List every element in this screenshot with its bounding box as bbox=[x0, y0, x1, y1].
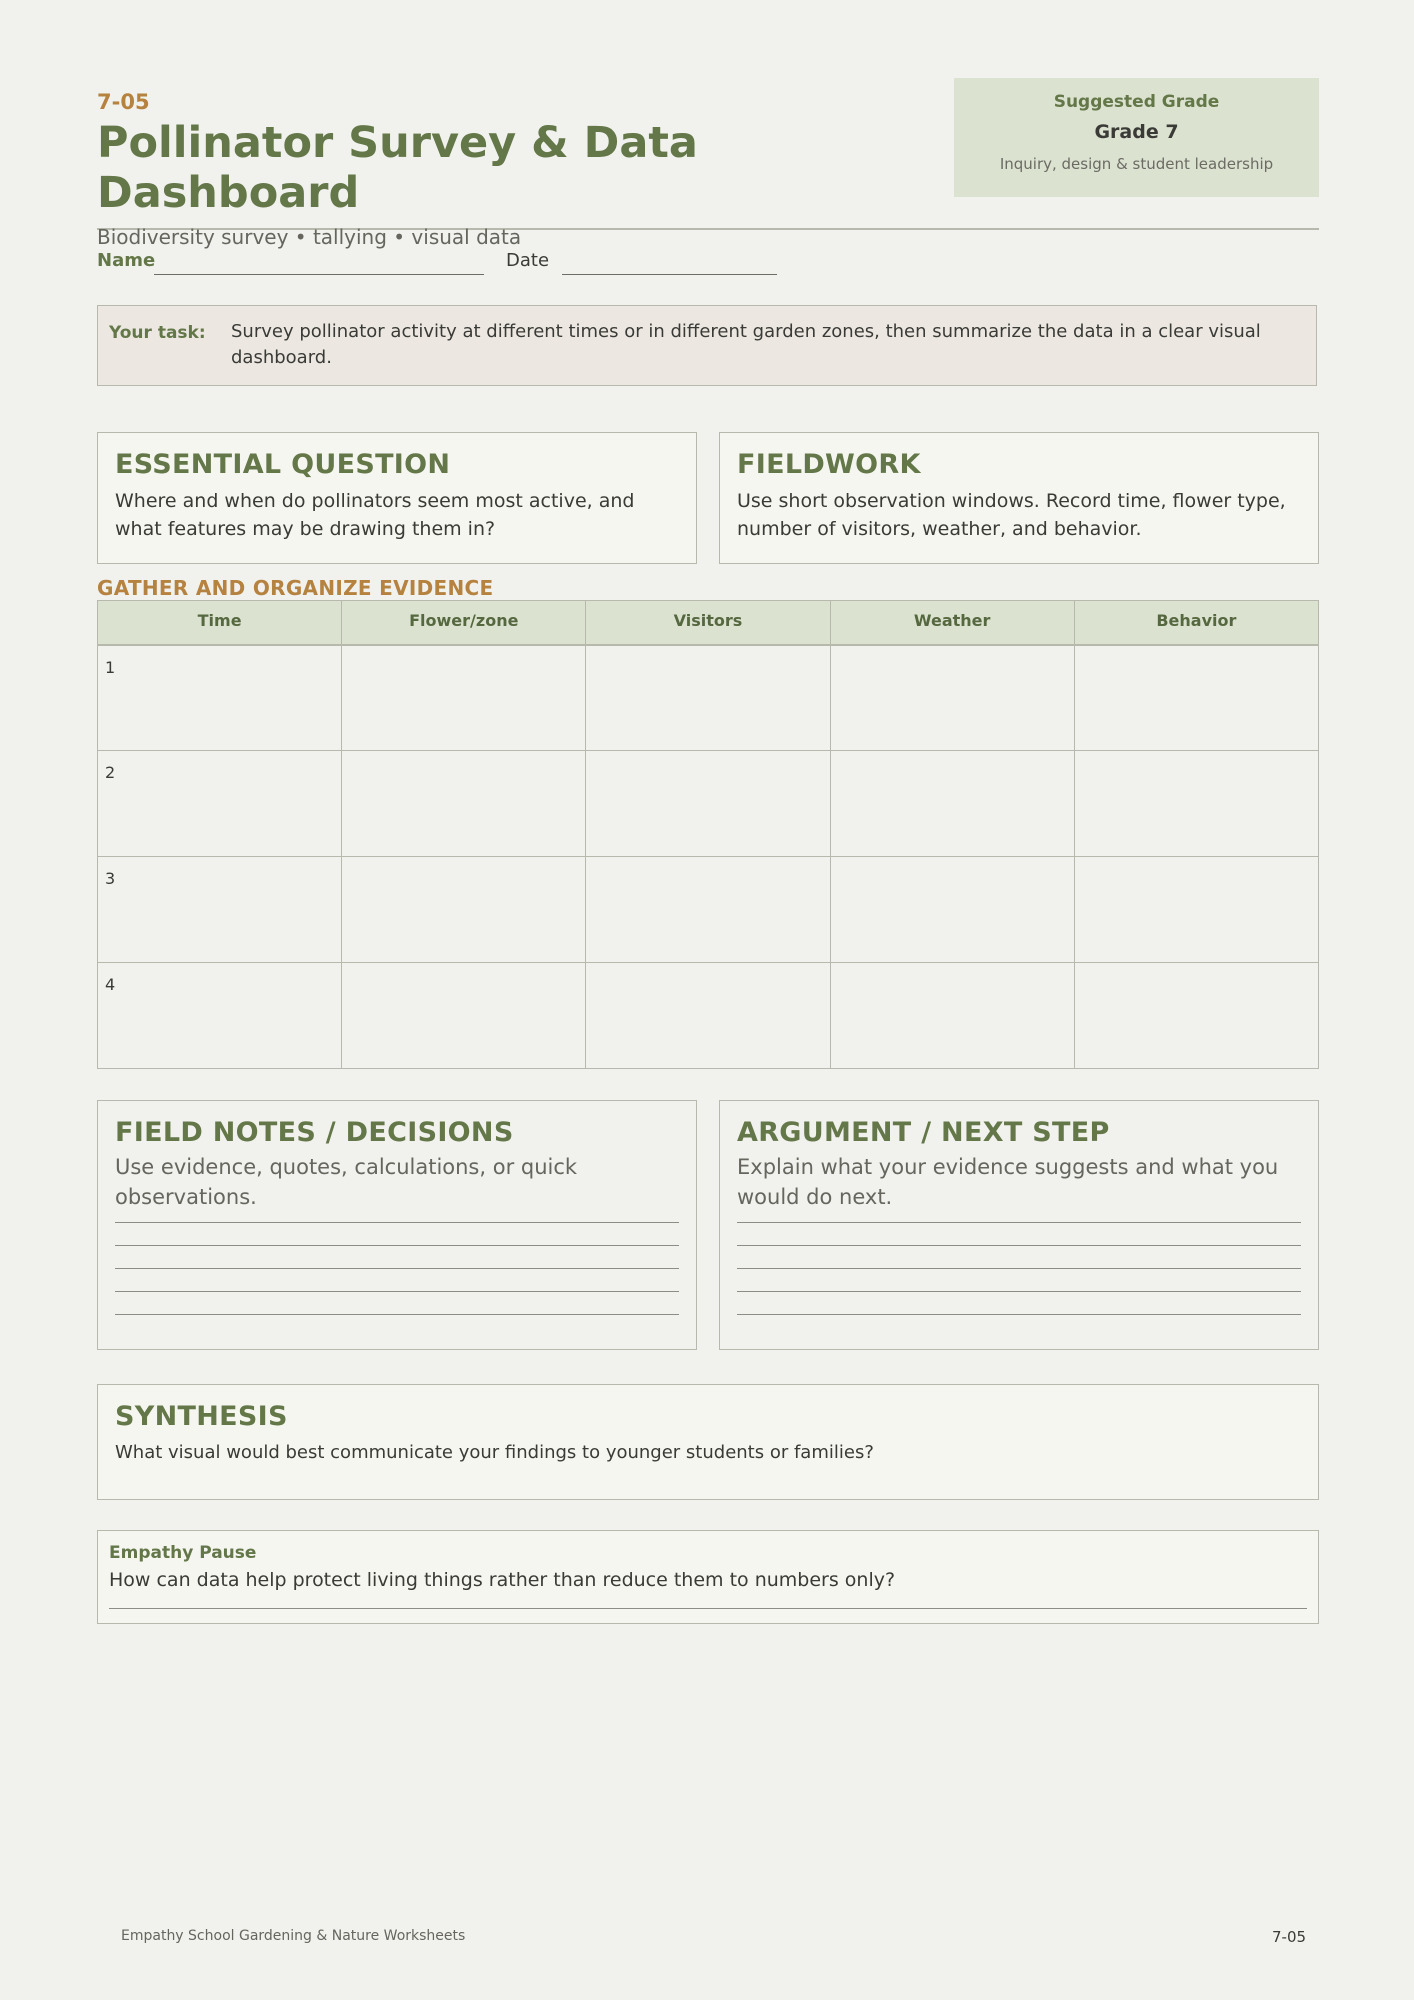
table-cell[interactable] bbox=[586, 963, 830, 1069]
row-number-cell[interactable]: 2 bbox=[98, 751, 342, 857]
synthesis-box bbox=[97, 1384, 1319, 1500]
field-notes-prompt: Use evidence, quotes, calculations, or quick observations. bbox=[115, 1155, 578, 1209]
writing-line[interactable] bbox=[109, 1608, 1307, 1609]
row-number-cell[interactable]: 1 bbox=[98, 645, 342, 751]
table-row bbox=[98, 963, 1319, 1069]
date-label: Date bbox=[506, 250, 550, 271]
date-field[interactable] bbox=[562, 274, 777, 275]
field-notes-title: FIELD NOTES / DECISIONS bbox=[115, 1117, 514, 1148]
writing-line[interactable] bbox=[115, 1291, 679, 1292]
evidence-heading: GATHER AND ORGANIZE EVIDENCE bbox=[97, 576, 494, 600]
table-cell[interactable] bbox=[830, 963, 1074, 1069]
fieldwork-title: FIELDWORK bbox=[737, 449, 921, 480]
empathy-pause-label: Empathy Pause bbox=[109, 1543, 257, 1563]
writing-line[interactable] bbox=[737, 1314, 1301, 1315]
table-cell[interactable] bbox=[342, 857, 586, 963]
table-cell[interactable] bbox=[1074, 645, 1318, 751]
table-row bbox=[98, 857, 1319, 963]
grade-focus: Inquiry, design & student leadership bbox=[999, 155, 1274, 173]
argument-prompt: Explain what your evidence suggests and what you would do next. bbox=[737, 1155, 1279, 1209]
writing-line[interactable] bbox=[737, 1245, 1301, 1246]
argument-box bbox=[719, 1100, 1319, 1350]
writing-line[interactable] bbox=[115, 1314, 679, 1315]
page-subtitle: Biodiversity survey • tallying • visual data bbox=[97, 225, 522, 249]
table-cell[interactable] bbox=[342, 645, 586, 751]
essential-question-box bbox=[97, 432, 697, 564]
empathy-pause-prompt: How can data help protect living things rather than reduce them to numbers only? bbox=[109, 1569, 896, 1591]
page-title: Pollinator Survey & Data Dashboard bbox=[97, 118, 698, 218]
table-cell[interactable] bbox=[830, 857, 1074, 963]
writing-line[interactable] bbox=[115, 1268, 679, 1269]
essential-question-text: Where and when do pollinators seem most active, and what features may be drawing them in? bbox=[115, 490, 635, 540]
empathy-pause-box bbox=[97, 1530, 1319, 1624]
task-box bbox=[97, 305, 1317, 386]
synthesis-title: SYNTHESIS bbox=[115, 1401, 288, 1432]
grade-box bbox=[954, 78, 1319, 197]
worksheet-code: 7-05 bbox=[97, 90, 150, 114]
evidence-table bbox=[97, 600, 1319, 1069]
name-label: Name bbox=[97, 250, 156, 271]
writing-line[interactable] bbox=[115, 1222, 679, 1223]
table-cell[interactable] bbox=[1074, 751, 1318, 857]
table-cell[interactable] bbox=[586, 645, 830, 751]
column-header-behavior: Behavior bbox=[1074, 601, 1318, 645]
column-header-flower-zone: Flower/zone bbox=[342, 601, 586, 645]
writing-line[interactable] bbox=[737, 1268, 1301, 1269]
task-text: Survey pollinator activity at different times or in different garden zones, then summarize the data in a clear visual dashboard. bbox=[231, 321, 1261, 368]
writing-line[interactable] bbox=[115, 1245, 679, 1246]
essential-question-title: ESSENTIAL QUESTION bbox=[115, 449, 451, 480]
footer-page-code: 7-05 bbox=[1272, 1928, 1307, 1946]
table-cell[interactable] bbox=[1074, 963, 1318, 1069]
field-notes-box bbox=[97, 1100, 697, 1350]
argument-title: ARGUMENT / NEXT STEP bbox=[737, 1117, 1110, 1148]
column-header-weather: Weather bbox=[830, 601, 1074, 645]
table-row bbox=[98, 751, 1319, 857]
fieldwork-text: Use short observation windows. Record time, flower type, number of visitors, weather, and behavior. bbox=[737, 490, 1286, 540]
column-header-visitors: Visitors bbox=[586, 601, 830, 645]
synthesis-prompt: What visual would best communicate your findings to younger students or families? bbox=[115, 1442, 874, 1463]
row-number-cell[interactable]: 4 bbox=[98, 963, 342, 1069]
fieldwork-box bbox=[719, 432, 1319, 564]
table-cell[interactable] bbox=[586, 751, 830, 857]
grade-label: Suggested Grade bbox=[1053, 92, 1220, 112]
grade-value: Grade 7 bbox=[1094, 121, 1179, 143]
task-label: Your task: bbox=[109, 323, 206, 343]
table-cell[interactable] bbox=[830, 645, 1074, 751]
table-cell[interactable] bbox=[586, 857, 830, 963]
table-cell[interactable] bbox=[342, 963, 586, 1069]
writing-line[interactable] bbox=[737, 1291, 1301, 1292]
table-header-row bbox=[98, 601, 1319, 645]
table-cell[interactable] bbox=[342, 751, 586, 857]
name-date-row bbox=[97, 250, 797, 280]
row-number-cell[interactable]: 3 bbox=[98, 857, 342, 963]
footer-series-title: Empathy School Gardening & Nature Worksheets bbox=[121, 1928, 466, 1944]
table-cell[interactable] bbox=[830, 751, 1074, 857]
table-cell[interactable] bbox=[1074, 857, 1318, 963]
column-header-time: Time bbox=[98, 601, 342, 645]
table-row bbox=[98, 645, 1319, 751]
name-field[interactable] bbox=[154, 274, 484, 275]
writing-line[interactable] bbox=[737, 1222, 1301, 1223]
